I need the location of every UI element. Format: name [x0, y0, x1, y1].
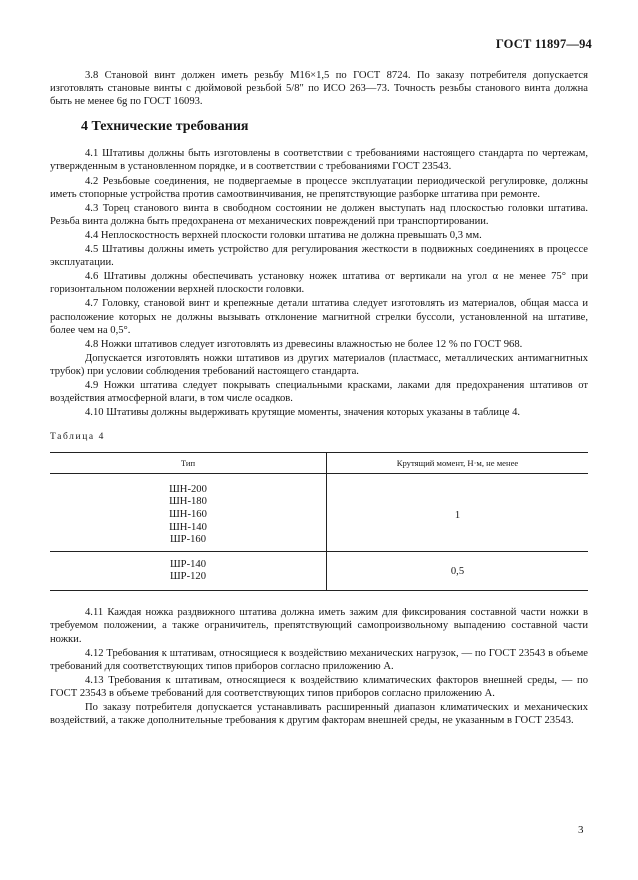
clause-4-7: 4.7 Головку, становой винт и крепежные детали штатива следует изготовлять из материалов, общая масса и расположение которых не должны вызывать отклонение магнитной стрелки буссоли, установленной на штативе, более чем на 0,5°.	[50, 298, 588, 336]
type-item: ШН-200	[169, 483, 207, 495]
document-body	[50, 69, 588, 728]
clause-4-12: 4.12 Требования к штативам, относящиеся к воздействию механических нагрузок, — по ГОСТ 23543 в объеме требований для соответствующих типов приборов согласно приложению А.	[50, 647, 588, 672]
type-item: ШР-120	[170, 571, 206, 583]
clause-4-13: 4.13 Требования к штативам, относящиеся к воздействию климатических факторов внешней среды, — по ГОСТ 23543 в объеме требований для соответствующих типов приборов согласно приложению А.	[50, 674, 588, 699]
table-header-type: Тип	[50, 453, 327, 474]
type-item: ШР-160	[170, 534, 206, 546]
page-number: 3	[578, 824, 584, 836]
clause-4-8-note: Допускается изготовлять ножки штативов из других материалов (пластмасс, металлических антимагнитных трубок) при условии соблюдения требований настоящего стандарта.	[50, 352, 588, 377]
clause-4-4: 4.4 Неплоскостность верхней плоскости головки штатива не должна превышать 0,3 мм.	[85, 229, 482, 241]
torque-value: 1	[454, 509, 461, 521]
type-item: ШН-160	[169, 509, 207, 521]
clause-4-8: 4.8 Ножки штативов следует изготовлять из древесины влажностью не более 12 % по ГОСТ 968.	[85, 338, 523, 350]
clause-4-1: 4.1 Штативы должны быть изготовлены в соответствии с требованиями настоящего стандарта по чертежам, утвержденным в установленном порядке, и в соответствии с требованиями ГОСТ 23543.	[50, 148, 588, 173]
clause-4-11: 4.11 Каждая ножка раздвижного штатива должна иметь зажим для фиксирования составной части ножки в требуемом положении, а также ограничитель, препятствующий самопроизвольному выпадению составной части ножки.	[50, 607, 588, 645]
clause-4-5: 4.5 Штативы должны иметь устройство для регулирования жесткости в подвижных соединениях в процессе эксплуатации.	[50, 244, 588, 269]
type-cell	[50, 474, 327, 552]
clauses-after-table	[50, 606, 588, 727]
table-header-torque: Крутящий момент, Н·м, не менее	[327, 453, 589, 474]
clause-4-2: 4.2 Резьбовые соединения, не подвергаемые в процессе эксплуатации периодической регулировке, должны иметь стопорные устройства против самоотвинчивания, не препятствующие разборке штатива при ремонте.	[50, 175, 588, 200]
clause-4-9: 4.9 Ножки штатива следует покрывать специальными красками, лаками для предохранения штативов от воздействия атмосферной влаги, в том числе осадков.	[50, 379, 588, 405]
document-id: ГОСТ 11897—94	[495, 37, 592, 51]
section-heading: 4 Технические требования	[81, 119, 249, 135]
torque-value: 0,5	[327, 552, 589, 591]
clause-final-note: По заказу потребителя допускается устанавливать расширенный диапазон климатических и механических воздействий, а также дополнительные требования к другим факторам внешней среды, не указанным в ГОСТ 23543.	[50, 702, 588, 727]
clause-4-3: 4.3 Торец станового винта в свободном состоянии не должен выступать над плоскостью головки штатива. Резьба винта должна быть предохранена от механических повреждений при транспортировании.	[50, 202, 588, 227]
type-cell	[50, 552, 327, 591]
table-row	[50, 552, 588, 591]
clause-4-6: 4.6 Штативы должны обеспечивать установку ножек штатива от вертикали на угол α не менее 75° при горизонтальном положении верхней плоскости головки.	[50, 271, 588, 296]
clause-4-10: 4.10 Штативы должны выдерживать крутящие моменты, значения которых указаны в таблице 4.	[85, 407, 521, 419]
clause-3-8: 3.8 Становой винт должен иметь резьбу М16×1,5 по ГОСТ 8724. По заказу потребителя допускается изготовлять становые винты с дюймовой резьбой 5/8" по ИСО 263—73. Точность резьбы станового винта должна быть не менее 6g по ГОСТ 16093.	[50, 70, 588, 108]
table-caption: Таблица 4	[50, 432, 106, 443]
table-row	[50, 474, 588, 552]
type-item: ШН-180	[169, 496, 207, 508]
type-item: ШР-140	[170, 558, 206, 570]
torque-table	[50, 452, 588, 591]
type-item: ШН-140	[169, 521, 207, 533]
